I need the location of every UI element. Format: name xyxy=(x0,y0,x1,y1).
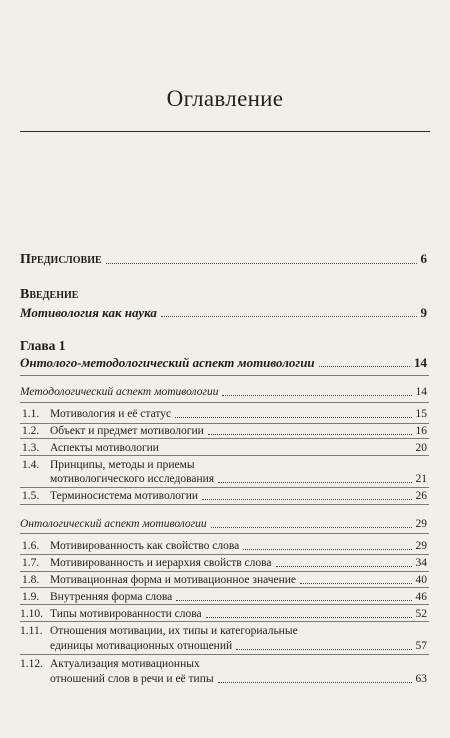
toc-entry-1-1[interactable] xyxy=(22,407,427,421)
toc-entry-1-12-cont[interactable] xyxy=(50,672,427,686)
toc-entry-chapter1[interactable] xyxy=(20,356,427,370)
toc-entry-sec2[interactable] xyxy=(20,517,427,531)
section-separator xyxy=(20,375,429,376)
toc-entry-sec1[interactable] xyxy=(20,385,427,399)
item-page: 29 xyxy=(415,540,427,552)
toc-entry-1-11[interactable] xyxy=(20,624,298,638)
leader-dots xyxy=(236,648,411,650)
item-label: Мотивационная форма и мотивационное значение xyxy=(50,574,297,586)
item-label: Мотивированность как свойство слова xyxy=(50,540,240,552)
row-separator xyxy=(20,554,429,555)
row-separator xyxy=(20,604,429,605)
section-separator xyxy=(20,504,429,505)
chapter1-label: Онтолого-методологический аспект мотивологии xyxy=(20,355,315,370)
item-number: 1.12. xyxy=(20,658,43,670)
preface-page: 6 xyxy=(420,251,427,266)
intro-heading: Введение xyxy=(20,287,79,302)
sec2-label: Онтологический аспект мотивологии xyxy=(20,518,207,530)
item-number: 1.5. xyxy=(22,490,40,502)
toc-entry-1-5[interactable] xyxy=(22,489,427,503)
leader-dots xyxy=(175,416,411,418)
page-title: Оглавление xyxy=(166,86,284,111)
leader-dots xyxy=(206,616,412,618)
leader-dots xyxy=(222,394,411,396)
item-label: Внутренняя форма слова xyxy=(50,591,173,603)
toc-entry-1-12[interactable] xyxy=(20,657,200,671)
item-page: 21 xyxy=(415,473,427,485)
item-page: 26 xyxy=(415,490,427,502)
item-page: 57 xyxy=(415,640,427,652)
toc-entry-1-2[interactable] xyxy=(22,424,427,438)
item-number: 1.6. xyxy=(22,540,40,552)
section-separator xyxy=(20,533,429,534)
item-number: 1.1. xyxy=(22,408,40,420)
row-separator xyxy=(20,455,429,456)
item-page: 52 xyxy=(415,608,427,620)
item-label: Аспекты мотивологии xyxy=(50,442,159,454)
title-rule xyxy=(20,131,430,132)
row-separator xyxy=(20,487,429,488)
item-number: 1.7. xyxy=(22,557,40,569)
item-page: 46 xyxy=(415,591,427,603)
toc-entry-1-10[interactable] xyxy=(20,607,427,621)
leader-dots xyxy=(319,365,410,367)
row-separator xyxy=(20,438,429,439)
leader-dots xyxy=(300,582,411,584)
item-label-cont: отношений слов в речи и её типы xyxy=(50,673,214,685)
item-number: 1.10. xyxy=(20,608,43,620)
section-separator xyxy=(20,402,429,403)
toc-entry-1-7[interactable] xyxy=(22,556,427,570)
item-page: 63 xyxy=(415,673,427,685)
item-label: Мотивированность и иерархия свойств слова xyxy=(50,557,272,569)
item-label-cont: единицы мотивационных отношений xyxy=(50,640,233,652)
leader-dots xyxy=(161,315,417,317)
preface-label: Предисловие xyxy=(20,252,102,267)
item-label: Объект и предмет мотивологии xyxy=(50,425,204,437)
item-label: Терминосистема мотивологии xyxy=(50,490,199,502)
row-separator xyxy=(20,654,429,655)
item-number: 1.4. xyxy=(22,459,40,471)
item-number: 1.8. xyxy=(22,574,40,586)
sec1-label: Методологический аспект мотивологии xyxy=(20,386,219,398)
sec1-page: 14 xyxy=(415,386,427,398)
item-label: Мотивология и её статус xyxy=(50,408,172,420)
item-number: 1.9. xyxy=(22,591,40,603)
toc-entry-preface[interactable] xyxy=(20,252,427,267)
toc-entry-1-4-cont[interactable] xyxy=(50,472,427,486)
item-page: 34 xyxy=(415,557,427,569)
leader-dots xyxy=(106,262,417,264)
leader-dots xyxy=(176,599,411,601)
chapter1-heading: Глава 1 xyxy=(20,338,66,353)
chapter1-page: 14 xyxy=(414,355,427,370)
item-number: 1.11. xyxy=(20,625,43,637)
item-page: 15 xyxy=(415,408,427,420)
item-label: Принципы, методы и приемы xyxy=(50,459,195,471)
row-separator xyxy=(20,587,429,588)
toc-entry-1-11-cont[interactable] xyxy=(50,639,427,653)
toc-entry-1-9[interactable] xyxy=(22,590,427,604)
item-label: Актуализация мотивационных xyxy=(50,658,200,670)
item-number: 1.3. xyxy=(22,442,40,454)
leader-dots xyxy=(211,526,412,528)
toc-entry-1-3[interactable] xyxy=(22,441,427,455)
toc-entry-1-6[interactable] xyxy=(22,539,427,553)
intro-label: Мотивология как наука xyxy=(20,305,157,320)
leader-dots xyxy=(202,498,411,500)
leader-dots xyxy=(208,433,412,435)
toc-entry-1-4[interactable] xyxy=(22,458,195,472)
item-page: 20 xyxy=(415,442,427,454)
intro-page: 9 xyxy=(420,305,427,320)
toc-entry-intro[interactable] xyxy=(20,306,427,320)
item-label-cont: мотивологического исследования xyxy=(50,473,215,485)
leader-dots xyxy=(218,681,412,683)
item-label: Отношения мотивации, их типы и категориальные xyxy=(50,625,298,637)
item-label: Типы мотивированности слова xyxy=(50,608,202,620)
row-separator xyxy=(20,571,429,572)
row-separator xyxy=(20,621,429,622)
leader-dots xyxy=(276,565,412,567)
leader-dots xyxy=(218,481,411,483)
item-number: 1.2. xyxy=(22,425,40,437)
item-page: 16 xyxy=(415,425,427,437)
sec2-page: 29 xyxy=(415,518,427,530)
leader-spacer xyxy=(163,450,412,452)
item-page: 40 xyxy=(415,574,427,586)
toc-entry-1-8[interactable] xyxy=(22,573,427,587)
leader-dots xyxy=(243,548,411,550)
